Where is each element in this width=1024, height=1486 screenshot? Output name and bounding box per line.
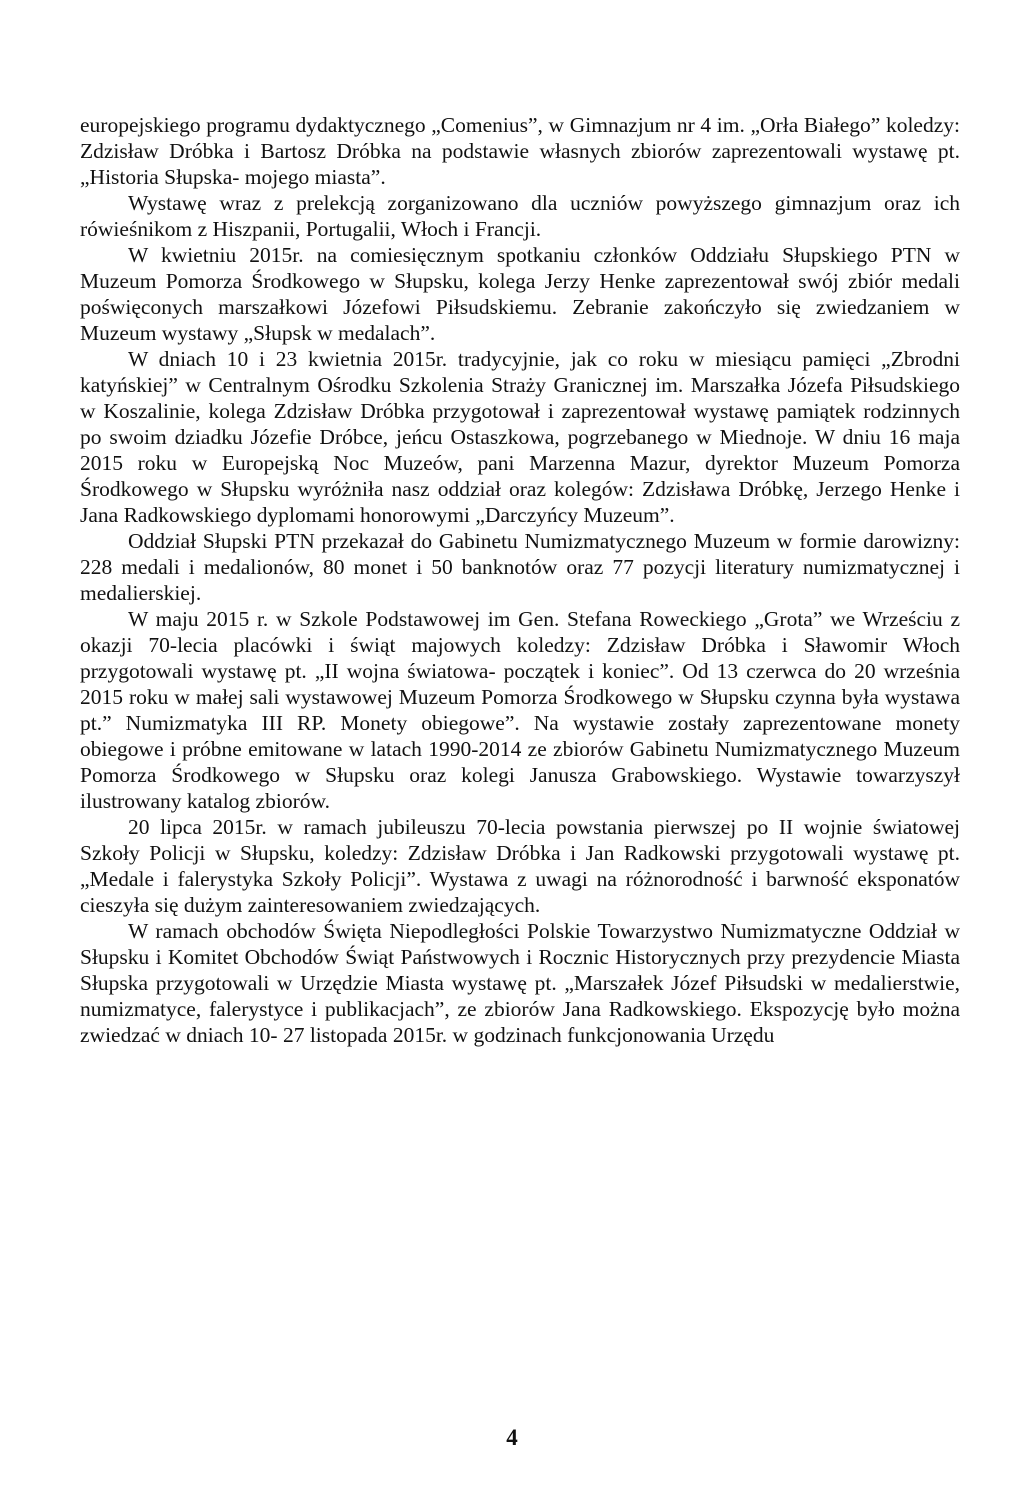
paragraph-police-school: 20 lipca 2015r. w ramach jubileuszu 70-lecia powstania pierwszej po II wojnie światowej Szkoły Policji w Słupsku, koledzy: Zdzisław Dróbka i Jan Radkowski przygotowali wystawę pt. „Medale i falerystyka Szkoły Policji”. Wystawa z uwagi na różnorodność i barwność eksponatów cieszyła się dużym zainteresowaniem zwiedzających.: [80, 815, 960, 917]
paragraph-donation: Oddział Słupski PTN przekazał do Gabinetu Numizmatycznego Muzeum w formie darowizny: 228 medali i medalionów, 80 monet i 50 banknotów oraz 77 pozycji literatury numizmatycznej i medalierskiej.: [80, 529, 960, 605]
paragraph-katyn-remembrance: W dniach 10 i 23 kwietnia 2015r. tradycyjnie, jak co roku w miesiącu pamięci „Zbrodni katyńskiej” w Centralnym Ośrodku Szkolenia Straży Granicznej im. Marszałka Józefa Piłsudskiego w Koszalinie, kolega Zdzisław Dróbka przygotował i zaprezentował wystawę pamiątek rodzinnych po swoim dziadku Józefie Dróbce, jeńcu Ostaszkowa, pogrzebanego w Miednoje. W dniu 16 maja 2015 roku w Europejską Noc Muzeów, pani Marzenna Mazur, dyrektor Muzeum Pomorza Środkowego w Słupsku wyróżniła nasz oddział oraz kolegów: Zdzisława Dróbkę, Jerzego Henke i Jana Radkowskiego dyplomami honorowymi „Darczyńcy Muzeum”.: [80, 347, 960, 527]
page-body: [80, 112, 960, 1048]
paragraph-april-meeting: W kwietniu 2015r. na comiesięcznym spotkaniu członków Oddziału Słupskiego PTN w Muzeum Pomorza Środkowego w Słupsku, kolega Jerzy Henke zaprezentował swój zbiór medali poświęconych marszałkowi Józefowi Piłsudskiemu. Zebranie zakończyło się zwiedzaniem w Muzeum wystawy „Słupsk w medalach”.: [80, 243, 960, 345]
page-number: 4: [506, 1425, 518, 1450]
paragraph-exhibition-lecture: Wystawę wraz z prelekcją zorganizowano dla uczniów powyższego gimnazjum oraz ich rówieśnikom z Hiszpanii, Portugalii, Włoch i Francji.: [80, 191, 960, 241]
paragraph-comenius: europejskiego programu dydaktycznego „Comenius”, w Gimnazjum nr 4 im. „Orła Białego” koledzy: Zdzisław Dróbka i Bartosz Dróbka na podstawie własnych zbiorów zaprezentowali wystawę pt. „Historia Słupska- mojego miasta”.: [80, 113, 960, 189]
paragraph-independence-day: W ramach obchodów Święta Niepodległości Polskie Towarzystwo Numizmatyczne Oddział w Słupsku i Komitet Obchodów Świąt Państwowych i Rocznic Historycznych przy prezydencie Miasta Słupska przygotowali w Urzędzie Miasta wystawę pt. „Marszałek Józef Piłsudski w medalierstwie, numizmatyce, falerystyce i publikacjach”, ze zbiorów Jana Radkowskiego. Ekspozycję było można zwiedzać w dniach 10- 27 listopada 2015r. w godzinach funkcjonowania Urzędu: [80, 919, 960, 1047]
paragraph-may-exhibitions: W maju 2015 r. w Szkole Podstawowej im Gen. Stefana Roweckiego „Grota” we Wrześciu z okazji 70-lecia placówki i świąt majowych koledzy: Zdzisław Dróbka i Sławomir Włoch przygotowali wystawę pt. „II wojna światowa- początek i koniec”. Od 13 czerwca do 20 września 2015 roku w małej sali wystawowej Muzeum Pomorza Środkowego w Słupsku czynna była wystawa pt.” Numizmatyka III RP. Monety obiegowe”. Na wystawie zostały zaprezentowane monety obiegowe i próbne emitowane w latach 1990-2014 ze zbiorów Gabinetu Numizmatycznego Muzeum Pomorza Środkowego w Słupsku oraz kolegi Janusza Grabowskiego. Wystawie towarzyszył ilustrowany katalog zbiorów.: [80, 607, 960, 813]
